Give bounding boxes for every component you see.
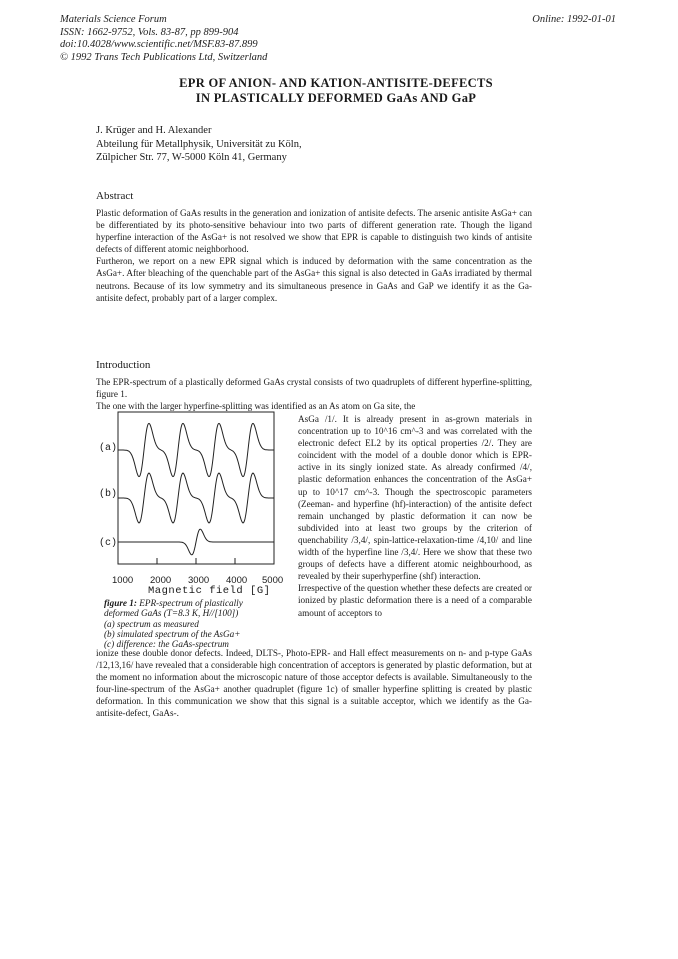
introduction-heading: Introduction — [96, 359, 151, 371]
x-tick-label: 2000 — [150, 575, 172, 586]
doi-link[interactable]: doi:10.4028/www.scientific.net/MSF.83-87.899 — [60, 39, 258, 50]
caption-line-5: (c) difference: the GaAs-spectrum — [104, 639, 229, 650]
intro-paragraph-1: The EPR-spectrum of a plastically deformed GaAs crystal consists of two quadruplets of different hyperfine-splitting, figure 1. — [96, 377, 532, 400]
journal-name: Materials Science Forum — [60, 14, 167, 25]
title-line-2: IN PLASTICALLY DEFORMED GaAs AND GaP — [195, 91, 477, 105]
online-date: Online: 1992-01-01 — [532, 14, 616, 25]
figure-caption — [104, 598, 294, 649]
series-line-a — [118, 423, 274, 476]
affiliation-line-1: Abteilung für Metallphysik, Universität zu Köln, — [96, 138, 302, 150]
right-column-text — [298, 413, 532, 619]
x-axis-label: Magnetic field [G] — [148, 585, 271, 597]
x-tick-label: 3000 — [188, 575, 210, 586]
introduction-opening — [96, 376, 532, 412]
caption-line-4: (b) simulated spectrum of the AsGa+ — [104, 628, 241, 639]
right-paragraph-2: Irrespective of the question whether these defects are created or ionized by plastic deformation there is a need of a comparable amount of acceptors to — [298, 583, 532, 618]
copyright: © 1992 Trans Tech Publications Ltd, Switzerland — [60, 51, 268, 63]
abstract-body — [96, 207, 532, 304]
caption-line-2: deformed GaAs (T=8.3 K, H//[100]) — [104, 608, 239, 619]
caption-line-1: EPR-spectrum of plastically — [139, 598, 243, 608]
x-tick-label: 5000 — [262, 575, 284, 586]
series-label-c: (c) — [99, 538, 118, 549]
abstract-heading: Abstract — [96, 190, 134, 202]
author-names: J. Krüger and H. Alexander — [96, 125, 212, 136]
publication-info — [60, 14, 267, 64]
abstract-paragraph-2: Furtheron, we report on a new EPR signal which is induced by deformation with the same concentration as the AsGa+. After bleaching of the quenchable part of the AsGa+ this signal is also detected in GaAs irradiated by thermal neutrons. Because of its low symmetry and its simultaneous presence in GaAs and GaP we identify it as the Ga-antisite defect, probably part of a larger complex. — [96, 256, 532, 303]
caption-line-3: (a) spectrum as measured — [104, 618, 199, 629]
series-label-a: (a) — [99, 443, 118, 454]
right-paragraph-1: AsGa /1/. It is already present in as-grown materials in concentration up to 10^16 cm^-3 and was correlated with the electronic defect EL2 by its optical properties /2/. They are coincident with the model of a double donor which is EPR-active in its singly ionized state. As already confirmed /4/, plastic deformation enhances the concentration of the AsGa+ up to 10^17 cm^-3. Though the spectroscopic parameters (Zeeman- and hyperfine (hf)-interaction) of the antisite defect remain unchanged by plastic deformation it can now be subdivided into at least two groups by the criterion of quenchability /3,4/, spin-lattice-relaxation-time /4,10/ and line width of the hyperfine line /3,4/. Here we show that these two groups of defects have a different atomic neighbourhood, as revealed by their superhyperfine (shf) interaction. — [298, 414, 532, 582]
introduction-continuation: ionize these double donor defects. Indeed, DLTS-, Photo-EPR- and Hall effect measurements on n- and p-type GaAs /12,13,16/ have revealed that a considerable high concentration of acceptors is generated by plastic deformation, but at the moment no information about the microscopic nature of those acceptor defects is available. Simultaneously to the four-line-spectrum of the AsGa+ another quadruplet (figure 1c) of smaller hyperfine splitting is created by plastic deformation. In this communication we show that this signal is a suitable acceptor, which we identify as the Ga-antisite-defect, GaAs-. — [96, 648, 532, 719]
x-tick-label: 1000 — [112, 575, 134, 586]
intro-paragraph-1b: The one with the larger hyperfine-splitting was identified as an As atom on Ga site, the — [96, 401, 416, 412]
affiliation-line-2: Zülpicher Str. 77, W-5000 Köln 41, Germany — [96, 152, 287, 163]
series-line-c — [118, 529, 274, 555]
author-block — [96, 124, 302, 165]
paper-title — [96, 76, 576, 106]
title-line-1: EPR OF ANION- AND KATION-ANTISITE-DEFECTS — [179, 76, 493, 90]
epr-spectrum-plot — [96, 410, 292, 600]
series-line-b — [118, 473, 274, 523]
caption-label: figure 1: — [104, 598, 137, 608]
series-label-b: (b) — [99, 489, 118, 500]
issn: ISSN: 1662-9752, Vols. 83-87, pp 899-904 — [60, 26, 239, 38]
abstract-paragraph-1: Plastic deformation of GaAs results in the generation and ionization of antisite defects. The arsenic antisite AsGa+ can be differentiated by its photo-sensitive behaviour into two parts of different generation rate. Though the ligand hyperfine interaction of the AsGa+ is not resolved we show that EPR is capable to distinguish two kinds of antisite defects of different atomic neighborhood. — [96, 208, 532, 255]
x-tick-label: 4000 — [226, 575, 248, 586]
